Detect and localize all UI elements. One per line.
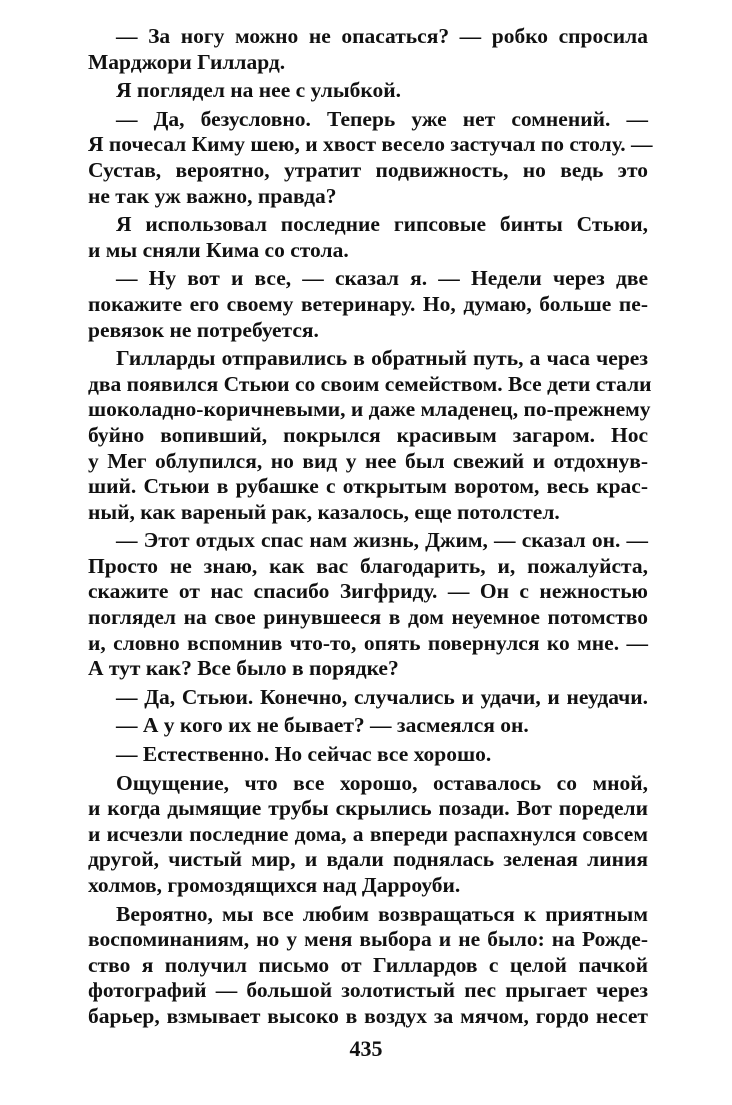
text-line: — Этот отдых спас нам жизнь, Джим, — сказал он. — (116, 528, 648, 553)
text-line: два появился Стьюи со своим семейством. Все дети стали (88, 371, 652, 396)
text-line: поглядел на свое ринувшееся в дом неуемное потомство (88, 605, 648, 630)
text-line: холмов, громоздящихся над Дарроуби. (88, 873, 461, 897)
text-line: не так уж важно, правда? (88, 183, 337, 208)
text-line: — Да, Стьюи. Конечно, случались и удачи, и неудачи. (116, 684, 648, 709)
text-line: — Ну вот и все, — сказал я. — Недели через две (116, 266, 648, 291)
text-line: фотографий — большой золотистый пес прыгает через (88, 978, 648, 1003)
page-number: 435 (349, 1036, 383, 1061)
text-line: покажите его своему ветеринару. Но, думаю, больше пе- (88, 291, 648, 316)
text-line: А тут как? Все было в порядке? (88, 656, 399, 681)
text-line: другой, чистый мир, и вдали поднялась зеленая линия (88, 847, 648, 872)
text-line: и когда дымящие трубы скрылись позади. Вот поредели (88, 796, 648, 821)
text-line: буйно вопивший, покрылся красивым загаром. Нос (88, 422, 648, 447)
text-line: — За ногу можно не опасаться? — робко спросила (116, 24, 648, 48)
text-line: Я почесал Киму шею, и хвост весело застучал по столу. — (88, 132, 653, 157)
text-line: ревязок не потребуется. (88, 317, 319, 342)
text-line: Вероятно, мы все любим возвращаться к приятным (116, 901, 648, 926)
text-line: Гилларды отправились в обратный путь, а часа через (116, 346, 648, 371)
text-line: барьер, взмывает высоко в воздух за мячом, гордо несет (88, 1003, 648, 1028)
text-line: Сустав, вероятно, утратит подвижность, но ведь это (88, 157, 648, 182)
text-line: ший. Стьюи в рубашке с открытым воротом, весь крас- (88, 474, 648, 499)
text-line: Ощущение, что все хорошо, оставалось со мной, (116, 770, 648, 795)
text-line: Марджори Гиллард. (88, 49, 286, 74)
text-line: и мы сняли Кима со стола. (88, 237, 349, 262)
text-line: Я использовал последние гипсовые бинты Стьюи, (116, 212, 648, 237)
text-line: — А у кого их не бывает? — засмеялся он. (116, 713, 529, 738)
text-line: и, словно вспомнив что-то, опять повернулся ко мне. — (88, 630, 648, 655)
text-line: ный, как вареный рак, казалось, еще потолстел. (88, 499, 560, 524)
text-line: Я поглядел на нее с улыбкой. (116, 78, 401, 103)
text-line: Просто не знаю, как вас благодарить, и, пожалуйста, (88, 553, 648, 578)
text-line: скажите от нас спасибо Зигфриду. — Он с нежностью (88, 579, 648, 604)
text-line: у Мег облупился, но вид у нее был свежий и отдохнув- (88, 448, 648, 473)
body-text (88, 24, 653, 1030)
text-line: — Естественно. Но сейчас все хорошо. (116, 742, 492, 767)
text-line: и исчезли последние дома, а впереди распахнулся совсем (88, 821, 648, 846)
text-line: ство я получил письмо от Гиллардов с целой пачкой (88, 952, 648, 977)
text-line: — Да, безусловно. Теперь уже нет сомнений. — (116, 106, 648, 131)
text-line: шоколадно-коричневыми, и даже младенец, по-прежнему (88, 397, 651, 422)
text-line: воспоминаниям, но у меня выбора и не было: на Рожде- (88, 927, 648, 952)
